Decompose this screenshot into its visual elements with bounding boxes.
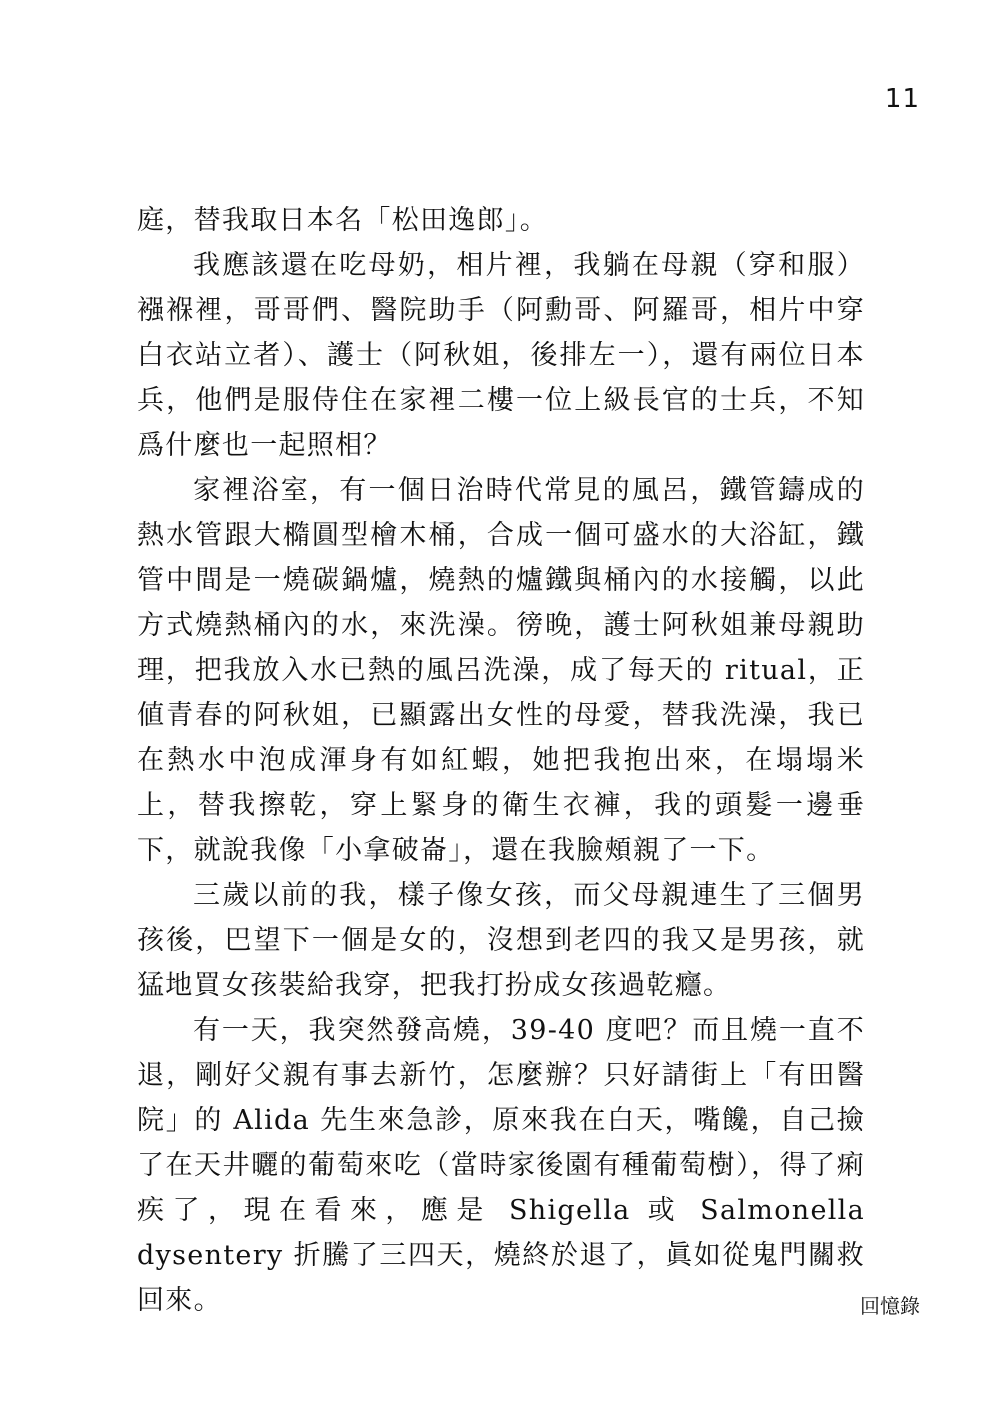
paragraph: 庭，替我取日本名「松田逸郎」。: [137, 205, 548, 236]
paragraph: 家裡浴室，有一個日治時代常見的風呂，鐵管鑄成的熱水管跟大橢圓型檜木桶，合成一個可盛水的大浴缸，鐵管中間是一燒碳鍋爐，燒熱的爐鐵與桶內的水接觸，以此方式燒熱桶內的水，來洗澡。徬晚，護士阿秋姐兼母親助理，把我放入水已熱的風呂洗澡，成了每天的 ritual，正値青春的阿秋姐，已顯露出女性的母愛，替我洗澡，我已在熱水中泡成渾身有如紅蝦，她把我抱出來，在塌塌米上，替我擦乾，穿上緊身的衛生衣褲，我的頭髮一邊垂下，就說我像「小拿破崙」，還在我臉頰親了一下。: [137, 475, 865, 866]
body-text: [137, 198, 865, 1323]
page-number: 11: [884, 84, 920, 114]
paragraph: 我應該還在吃母奶，相片裡，我躺在母親（穿和服）襁褓裡，哥哥們、醫院助手（阿勳哥、阿羅哥，相片中穿白衣站立者）、護士（阿秋姐，後排左一），還有兩位日本兵，他們是服侍住在家裡二樓一位上級長官的士兵，不知爲什麼也一起照相？: [137, 250, 865, 461]
paragraph: 有一天，我突然發高燒，39-40 度吧？而且燒一直不退，剛好父親有事去新竹，怎麼辦？只好請街上「有田醫院」的 Alida 先生來急診，原來我在白天，嘴饞，自己撿了在天井曬的葡萄來吃（當時家後園有種葡萄樹），得了痢疾了，現在看來，應是 Shigella 或 Salmonella dysentery 折騰了三四天，燒終於退了，眞如從鬼門關救回來。: [137, 1015, 865, 1316]
paragraph: 三歲以前的我，樣子像女孩，而父母親連生了三個男孩後，巴望下一個是女的，沒想到老四的我又是男孩，就猛地買女孩裝給我穿，把我打扮成女孩過乾癮。: [137, 880, 865, 1001]
running-footer: 回憶錄: [860, 1294, 920, 1318]
